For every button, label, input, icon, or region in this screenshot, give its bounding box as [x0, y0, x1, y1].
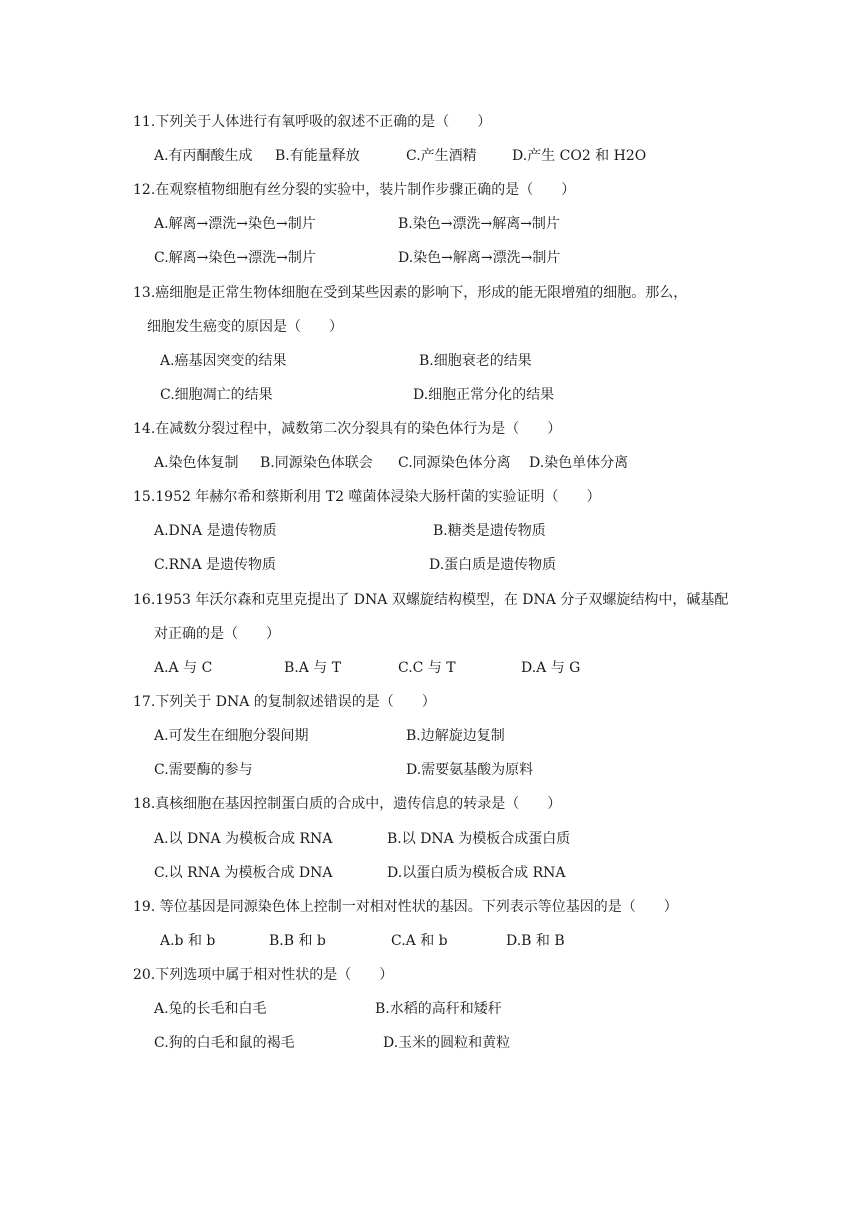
question-13-stem: 13.癌细胞是正常生物体细胞在受到某些因素的影响下，形成的能无限增殖的细胞。那么， [133, 285, 688, 301]
question-12-option-c: C.解离→染色→漂洗→制片 [154, 250, 316, 266]
question-18-option-a: A.以 DNA 为模板合成 RNA [154, 831, 333, 847]
question-16-stem: 16.1953 年沃尔森和克里克提出了 DNA 双螺旋结构模型，在 DNA 分子双螺旋结构中，碱基配 [133, 592, 729, 608]
question-18-option-d: D.以蛋白质为模板合成 RNA [387, 865, 566, 881]
question-16-option-a: A.A 与 C [154, 660, 213, 676]
question-14-option-a: A.染色体复制 [154, 455, 239, 471]
question-15-option-c: C.RNA 是遗传物质 [154, 557, 277, 573]
question-15-option-a: A.DNA 是遗传物质 [154, 523, 277, 539]
question-12-stem: 12.在观察植物细胞有丝分裂的实验中，装片制作步骤正确的是（ ） [133, 182, 576, 198]
question-19-option-a: A.b 和 b [160, 933, 216, 949]
question-18-stem: 18.真核细胞在基因控制蛋白质的合成中，遗传信息的转录是（ ） [133, 796, 562, 812]
question-12-option-b: B.染色→漂洗→解离→制片 [398, 216, 560, 232]
question-20-option-c: C.狗的白毛和鼠的褐毛 [154, 1035, 295, 1051]
question-15-stem: 15.1952 年赫尔希和蔡斯利用 T2 噬菌体浸染大肠杆菌的实验证明（ ） [133, 489, 601, 505]
question-12-option-d: D.染色→解离→漂洗→制片 [398, 250, 561, 266]
question-16-stem-cont: 对正确的是（ ） [154, 626, 280, 642]
question-11-stem: 11.下列关于人体进行有氧呼吸的叙述不正确的是（ ） [133, 114, 492, 130]
question-20-option-a: A.兔的长毛和白毛 [154, 1001, 267, 1017]
question-15-option-b: B.糖类是遗传物质 [433, 523, 546, 539]
question-14-option-d: D.染色单体分离 [529, 455, 629, 471]
question-16-option-d: D.A 与 G [521, 660, 581, 676]
question-13-option-d: D.细胞正常分化的结果 [413, 387, 555, 403]
question-20-stem: 20.下列选项中属于相对性状的是（ ） [133, 967, 394, 983]
question-16-option-c: C.C 与 T [398, 660, 456, 676]
question-12-option-a: A.解离→漂洗→染色→制片 [154, 216, 316, 232]
question-18-option-b: B.以 DNA 为模板合成蛋白质 [387, 831, 571, 847]
question-14-stem: 14.在减数分裂过程中，减数第二次分裂具有的染色体行为是（ ） [133, 421, 562, 437]
question-11-option-d: D.产生 CO2 和 H2O [512, 148, 647, 164]
question-20-option-b: B.水稻的高秆和矮秆 [375, 1001, 502, 1017]
question-17-stem: 17.下列关于 DNA 的复制叙述错误的是（ ） [133, 694, 436, 710]
question-18-option-c: C.以 RNA 为模板合成 DNA [154, 865, 333, 881]
question-14-option-b: B.同源染色体联会 [260, 455, 373, 471]
question-17-option-b: B.边解旋边复制 [406, 728, 505, 744]
question-19-stem: 19. 等位基因是同源染色体上控制一对相对性状的基因。下列表示等位基因的是（ ） [133, 899, 678, 915]
question-13-option-b: B.细胞衰老的结果 [419, 353, 532, 369]
question-13-stem-cont: 细胞发生癌变的原因是（ ） [147, 319, 343, 335]
question-19-option-c: C.A 和 b [391, 933, 448, 949]
question-17-option-c: C.需要酶的参与 [154, 762, 253, 778]
question-11-option-a: A.有丙酮酸生成 [154, 148, 253, 164]
question-17-option-d: D.需要氨基酸为原料 [406, 762, 534, 778]
question-11-option-b: B.有能量释放 [275, 148, 360, 164]
question-19-option-d: D.B 和 B [506, 933, 565, 949]
question-19-option-b: B.B 和 b [269, 933, 326, 949]
question-14-option-c: C.同源染色体分离 [398, 455, 511, 471]
question-17-option-a: A.可发生在细胞分裂间期 [154, 728, 309, 744]
question-11-option-c: C.产生酒精 [406, 148, 477, 164]
question-13-option-a: A.癌基因突变的结果 [160, 353, 287, 369]
question-15-option-d: D.蛋白质是遗传物质 [429, 557, 557, 573]
question-20-option-d: D.玉米的圆粒和黄粒 [383, 1035, 511, 1051]
question-13-option-c: C.细胞凋亡的结果 [160, 387, 273, 403]
question-16-option-b: B.A 与 T [284, 660, 342, 676]
